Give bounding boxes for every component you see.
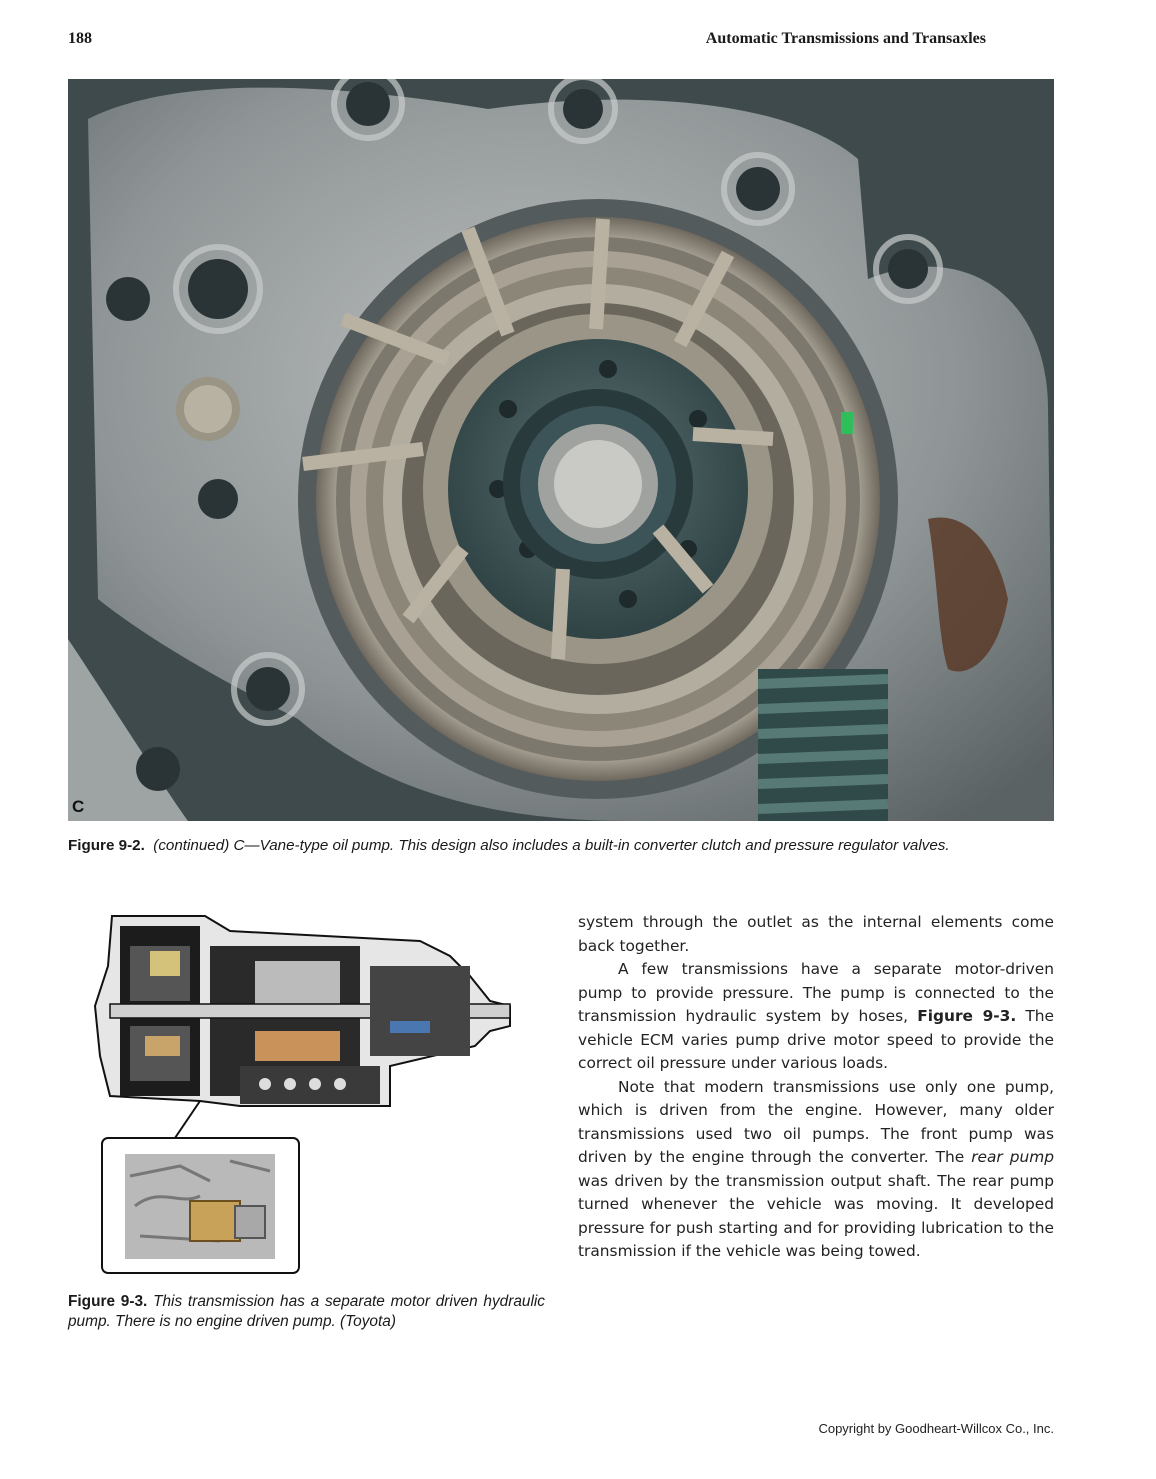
panel-letter: C	[72, 797, 85, 816]
copyright-footer: Copyright by Goodheart-Willcox Co., Inc.	[818, 1421, 1054, 1436]
body-text-column	[578, 911, 1054, 1264]
page-number: 188	[68, 30, 92, 47]
vane-pump-photo	[68, 79, 1054, 821]
paragraph-3-text-end: was driven by the transmission output shaft. The rear pump turned whenever the vehicle was moving. It developed pressure for push starting and for providing lubrication to the transmission if the vehicle was being towed.	[578, 1171, 1054, 1260]
figure-9-2-caption	[68, 836, 1068, 855]
running-title: Automatic Transmissions and Transaxles	[705, 30, 986, 47]
paragraph-2-text: A few transmissions have a separate motor-driven pump to provide pressure. The pump is connected to the transmission hydraulic system by hoses,	[578, 960, 1054, 1025]
transmission-cutaway-illustration	[90, 906, 520, 1278]
figure-9-2-caption-text: (continued) C—Vane-type oil pump. This design also includes a built-in converter clutch and pressure regulator valves.	[153, 837, 950, 854]
figure-9-3-label: Figure 9-3.	[68, 1293, 148, 1310]
paragraph-2-text-end: The vehicle ECM varies pump drive motor speed to provide the correct oil pressure under various loads.	[578, 1007, 1054, 1072]
figure-9-2-label: Figure 9-2.	[68, 837, 145, 854]
paragraph-3	[578, 1076, 1054, 1264]
figure-9-3-caption	[68, 1292, 545, 1332]
paragraph-2	[578, 958, 1054, 1076]
figure-reference: Figure 9-3.	[917, 1007, 1017, 1025]
rear-pump-term: rear pump	[971, 1148, 1055, 1166]
paragraph-1: system through the outlet as the internal elements come back together.	[578, 913, 1054, 955]
figure-9-3-caption-text: This transmission has a separate motor driven hydraulic pump. There is no engine driven pump. (Toyota)	[68, 1293, 545, 1330]
paragraph-3-text: Note that modern transmissions use only one pump, which is driven from the engine. However, many older transmissions used two oil pumps. The front pump was driven by the engine through the converter. The	[578, 1077, 1054, 1166]
